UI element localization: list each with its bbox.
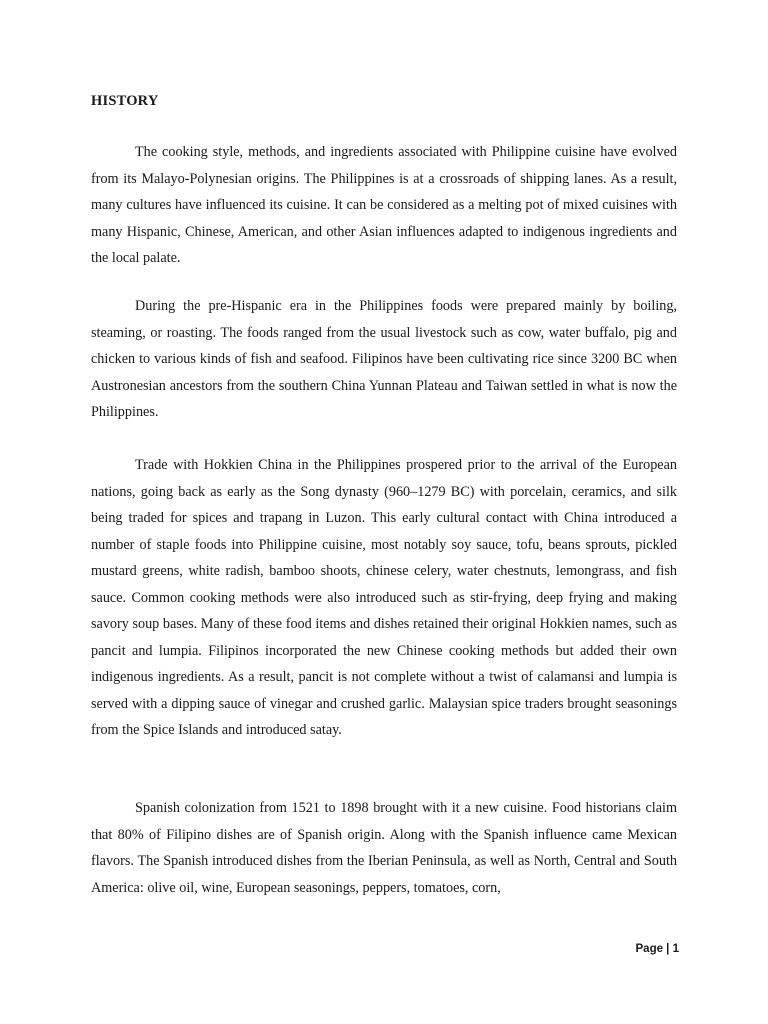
section-heading: HISTORY — [91, 93, 159, 109]
paragraph-pre-hispanic-era: During the pre-Hispanic era in the Philippines foods were prepared mainly by boiling, steaming, or roasting. The foods ranged from the usual livestock such as cow, water buffalo, pig and chicken to various kinds of fish and seafood. Filipinos have been cultivating rice since 3200 BC when Austronesian ancestors from the southern China Yunnan Plateau and Taiwan settled in what is now the Philippines. — [91, 298, 677, 420]
paragraph-hokkien-trade: Trade with Hokkien China in the Philippines prospered prior to the arrival of the European nations, going back as early as the Song dynasty (960–1279 BC) with porcelain, ceramics, and silk being traded for spices and trapang in Luzon. This early cultural contact with China introduced a number of staple foods into Philippine cuisine, most notably soy sauce, tofu, beans sprouts, pickled mustard greens, white radish, bamboo shoots, chinese celery, water chestnuts, lemongrass, and fish sauce. Common cooking methods were also introduced such as stir-frying, deep frying and making savory soup bases. Many of these food items and dishes retained their original Hokkien names, such as pancit and lumpia. Filipinos incorporated the new Chinese cooking methods but added their own indigenous ingredients. As a result, pancit is not complete without a twist of calamansi and lumpia is served with a dipping sauce of vinegar and crushed garlic. Malaysian spice traders brought seasonings from the Spice Islands and introduced satay. — [91, 457, 677, 738]
page-number: Page | 1 — [635, 943, 679, 955]
paragraph-cooking-style: The cooking style, methods, and ingredients associated with Philippine cuisine have evolved from its Malayo-Polynesian origins. The Philippines is at a crossroads of shipping lanes. As a result, many cultures have influenced its cuisine. It can be considered as a melting pot of mixed cuisines with many Hispanic, Chinese, American, and other Asian influences adapted to indigenous ingredients and the local palate. — [91, 144, 677, 266]
paragraph-spanish-colonization: Spanish colonization from 1521 to 1898 brought with it a new cuisine. Food historians claim that 80% of Filipino dishes are of Spanish origin. Along with the Spanish influence came Mexican flavors. The Spanish introduced dishes from the Iberian Peninsula, as well as North, Central and South America: olive oil, wine, European seasonings, peppers, tomatoes, corn, — [91, 800, 677, 896]
